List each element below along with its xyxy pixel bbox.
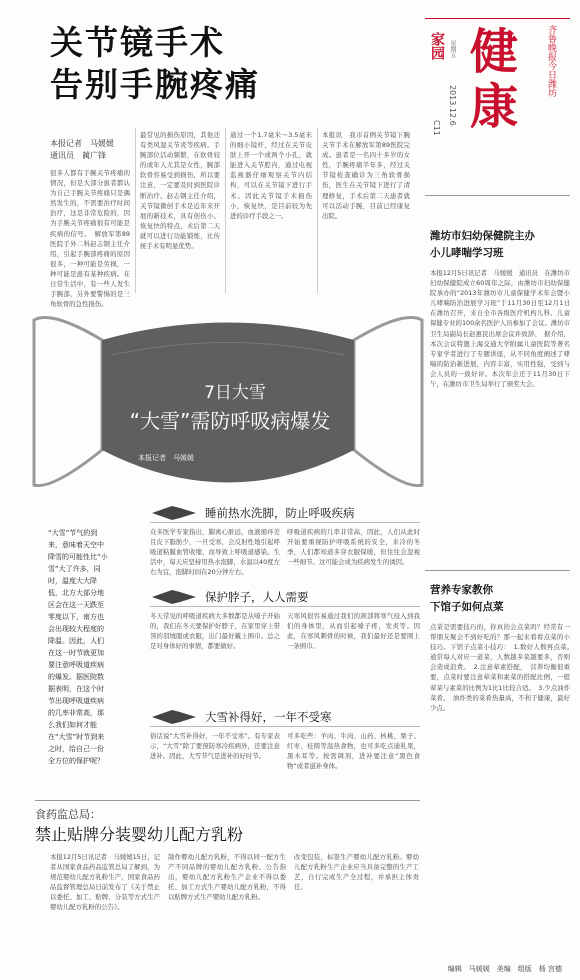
page-footer-credits: 编辑 马媛媛 美编 组版 杨 宫德 [447,965,562,973]
section-1-text-b: 呼吸道疾病的几率非常高，因此，人们从此时开始要重视防护呼吸系统的安全，来冷的冬季，人们都知道多穿衣服保暖，但往往会忽视一些细节。这可能会成为疾病发生的诱因。 [287,528,420,567]
headline-line-1: 关节镜手术 [50,23,225,62]
right-column-divider [425,570,570,571]
right-article-1-title-line-1: 潍坊市妇幼保健院主办 [430,230,535,242]
masthead-page: C11 [432,120,441,136]
byline-reporter: 本报记者 马媛媛 [50,139,114,148]
column-rule [225,128,226,293]
masthead-publication: 齐鲁晚报今日潍坊 [546,25,556,97]
column-rule [135,128,136,293]
pointing-hand-icon [150,706,198,728]
section-1-text-a: 众多医学专家指出，脚离心脏远，血液循环差且皮下脂肪少，一旦受寒，会反射性地引起呼吸道粘膜血管收缩，而导致上呼吸道感染。生活中，每天应坚持用热水泡脚，水温以40度左右为宜，泡脚时间在20分钟左右。 [150,528,280,577]
main-article-col-4: 本报讯 我市首例关节镜下腕关节手术在解放军第89医院完成。患者是一名四十多岁的女性，手腕疼痛半年多，经过关节镜检查确诊为三角软骨损伤，医生在关节镜下进行了清理修复，手术后第二天患者就可以活动手腕，目前已经康复出院。 [322,131,410,220]
feature-byline: 本报记者 马媛媛 [138,454,194,462]
byline-correspondent: 通讯员 蔺广锋 [50,151,106,160]
masthead-subsection: 家园 [429,32,445,60]
masthead-top-rule [425,18,570,19]
right-article-2-title-line-2: 下馆子如何点菜 [430,601,504,613]
bottom-article-col-2: 制作婴幼儿配方乳粉，不得以同一配方生产不同品牌的婴幼儿配方乳粉。公告指出，婴幼儿配方乳粉生产企业不得以委托、加工方式生产婴幼儿配方乳粉，不得以贴牌方式生产婴幼儿配方乳粉。 [168,853,286,902]
right-article-1-title-line-2: 小儿哮喘学习班 [430,247,504,259]
masthead-date: 2013.12.6 [448,85,457,126]
section-divider [150,606,420,607]
section-3-text-a: 俗话说“大雪补得好，一年不受寒”。有专家表示，“大雪”除了要预防寒冷疾病外，还要注意进补。因此，大雪节气是进补的好时节。 [150,732,280,761]
pointing-hand-icon [150,586,198,608]
pointing-hand-icon [150,502,198,524]
section-title-3: 大雪补得好，一年不受寒 [205,710,332,724]
feature-title-line-1: 7日大雪 [204,383,266,403]
section-2-text-b: 天寒风很容易通过我们的颈部将寒气侵入到我们的身体里，从而引起嗓子疼，发炎等。因此，在寒风刺骨的时候，我们最好还是要围上一条围巾。 [287,612,420,651]
masthead-weekday: 星期五 [449,40,456,58]
right-article-2-text: 点菜是需要技巧的，你真的会点菜吗？经常有一帮朋友聚会不到好吃的？那一起来看看点菜的小技巧。下馆子点菜小技巧： 1.数好人数再点菜。 通常每人对应一道菜，人数越多菜越要多，否则会造成浪费。 2.注意荤素搭配， 营养均衡很重要，点菜时要注意荤菜和素菜的搭配比例，一般荤菜与素菜的比例为1比1比较合适。 3.少点油炸菜肴。 油炸类的菜肴热量高，不利于健康，最好少点。 [430,623,577,712]
main-headline [50,22,260,106]
right-article-1-title [430,228,535,262]
masthead-section-name: 健康 [470,24,519,135]
main-article-col-2: 最常见的损伤原因，其他还有类风湿关节炎等疾病。手腕部位活动频繁，在软骨较的或年人尤其是女性，腕部软骨容易受到损伤，所以要注意，一定要及时到医院诊断治疗。赵志钢主任介绍，关节镜微创手术是近年来开展的新技术，具有创伤小、恢复快的特点，术后第二天就可以进行功能锻炼，比传统手术有明显优势。 [140,131,220,251]
bottom-article-col-1: 本报12月5日讯记者 马媛媛15日，记者从国家食品药品监管总局了解到，为规范婴幼儿配方乳粉生产，国家食品药品监督管理总局日前发布了《关于禁止以委托、加工、贴牌、分装等方式生产婴幼儿配方乳粉的公告》。 [50,853,160,912]
main-article-col-1: 很多人都有手腕关节疼痛的情况，但是大部分患者都认为自己手腕关节疼痛只是偶然发生的，不需要治疗时间治疗，这是非常危险的，因为手腕关节疼痛很有可能是疾病的信号。 解放军第89医院手外二科赵志钢主任介绍，引起手腕部疼痛的原因很多，一种可能是劳损，一种可能是患有某种疾病。在日常生活中，有一些人发生手腕部，另外要警惕的是三角软骨的急性损伤。 [50,169,130,309]
feature-title-line-2: “大雪”需防呼吸病爆发 [129,409,331,433]
feature-intro-quote: “大雪”节气的到来，意味着天空中降雪的可能性比“小雪”大了许多，同时，温度大大降低，北方大部分地区会在这一天跌至零度以下，南方也会出现较大程度的降温。因此，人们在这一时节就更加要注意呼吸道疾病的爆发。据医院数据表明，在这个时节出现呼吸道疾病的几率非常高，那么我们如何才能在“大雪”时节到来之时，给自己一份全方位的保护呢？ [48,529,108,765]
section-title-1: 睡前热水洗脚，防止呼吸疾病 [205,506,355,520]
bottom-article-headline: 禁止贴牌分装婴幼儿配方乳粉 [35,825,244,844]
right-article-2-title [430,582,504,616]
section-divider [150,522,420,523]
right-article-1-text: 本报12月5日讯记者 马媛媛 通讯员 在潍坊市妇幼保健院成立60周年之际，由潍坊市妇幼保健院承办的“2013年潍坊市儿童保健学术年会暨小儿哮喘防治进展学习班”于11月30日至12月1日在潍坊召开，来自全市各级医疗机构儿科、儿童保健专业的100余名医护人员参加了会议。潍坊市卫生局副局长赵惠民出席会议并致辞。 据介绍，本次会议特邀上海交通大学附属儿童医院等著名专家学者进行了专题讲座，从不同角度阐述了哮喘的防治新进展，内容丰富，实用性强，受到与会人员的一致好评。本次年会还于11月30日下午，在潍坊市卫生局举行了颁奖大会。 [430,269,571,389]
section-divider [150,726,420,727]
right-article-2-title-line-1: 营养专家教你 [430,584,493,596]
bottom-article-kicker: 食药监总局： [35,808,101,821]
main-article-col-3: 通过一个1.7毫米～3.5毫米的细小镜杆，经过在关节皮肤上开一个或两个小孔，就能进入关节腔内，通过电视监视器仔细观察关节内结构，可以在关节镜下进行手术。因此关节镜手术损伤小，恢复快，是目前较为先进的诊疗手段之一。 [230,131,312,220]
section-2-text-a: 冬天常见的呼吸道疾病大多数都是从嗓子开始的，我们在冬天要保护好脖子，在家里穿上带领的羽绒服或衣服，出门最好戴上围巾。总之是对身体好的事情，都要做好。 [150,612,280,651]
section-title-2: 保护脖子，人人需要 [205,590,309,604]
headline-line-2: 告别手腕疼痛 [50,65,260,104]
column-rule [317,128,318,293]
section-3-text-b: 可多吃些：羊肉、牛肉、山药、核桃、栗子、红枣、桂圆等温热食物，也可多吃点通乳果，黑木耳等。按需调剂，进补要注意“黑色食物”或者滋补身体。 [287,732,420,771]
bottom-article-col-3: 改变包装，标签生产婴幼儿配方乳粉。婴幼儿配方乳粉生产企业应当具备完整的生产工艺，自行完成生产全过程，并承担主体责任。 [294,853,419,892]
main-byline [50,138,114,162]
bottom-divider [35,800,420,801]
masthead-bottom-rule [425,195,570,196]
